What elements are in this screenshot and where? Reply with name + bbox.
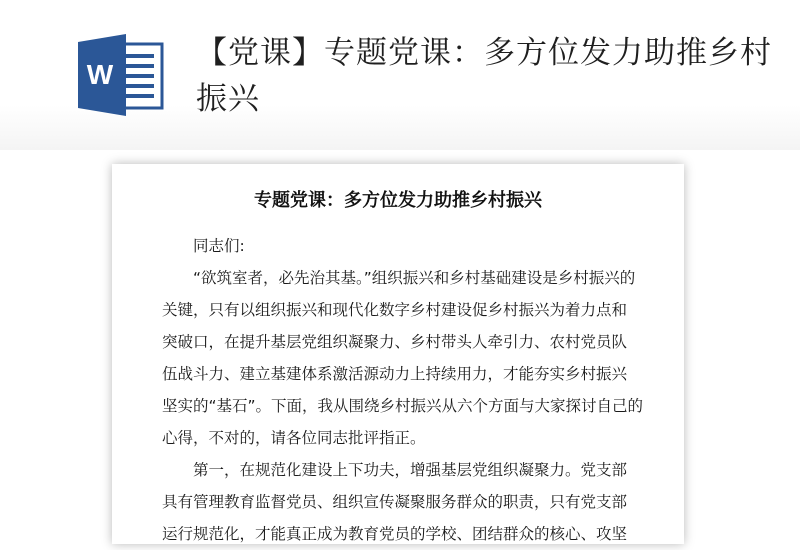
paragraph-line: 具有管理教育监督党员、组织宣传凝聚服务群众的职责，只有党支部 [162, 493, 628, 511]
paragraph-line: 关键，只有以组织振兴和现代化数字乡村建设促乡村振兴为着力点和 [162, 301, 628, 319]
paragraph-line: 第一，在规范化建设上下功夫，增强基层党组织凝聚力。党支部 [193, 461, 628, 479]
document-body [162, 230, 646, 550]
header-band [0, 0, 800, 150]
word-icon-letter: W [86, 59, 114, 90]
paragraph-line: 突破口，在提升基层党组织凝聚力、乡村带头人牵引力、农村党员队 [162, 333, 628, 351]
page-title: 【党课】专题党课：多方位发力助推乡村振兴 [196, 35, 772, 117]
word-document-icon [76, 34, 166, 116]
paragraph-line: 运行规范化，才能真正成为教育党员的学校、团结群众的核心、攻坚 [162, 525, 628, 543]
paragraph-line: “欲筑室者，必先治其基。”组织振兴和乡村基础建设是乡村振兴的 [193, 269, 636, 287]
paragraph-line: 同志们: [193, 237, 245, 255]
document-page [112, 164, 684, 544]
paragraph-line: 心得，不对的，请各位同志批评指正。 [162, 429, 426, 447]
paragraph-line: 坚实的“基石”。下面，我从围绕乡村振兴从六个方面与大家探讨自己的 [162, 397, 644, 415]
paragraph-line: 伍战斗力、建立基建体系激活源动力上持续用力，才能夯实乡村振兴 [162, 365, 628, 383]
document-title: 专题党课：多方位发力助推乡村振兴 [254, 190, 542, 211]
